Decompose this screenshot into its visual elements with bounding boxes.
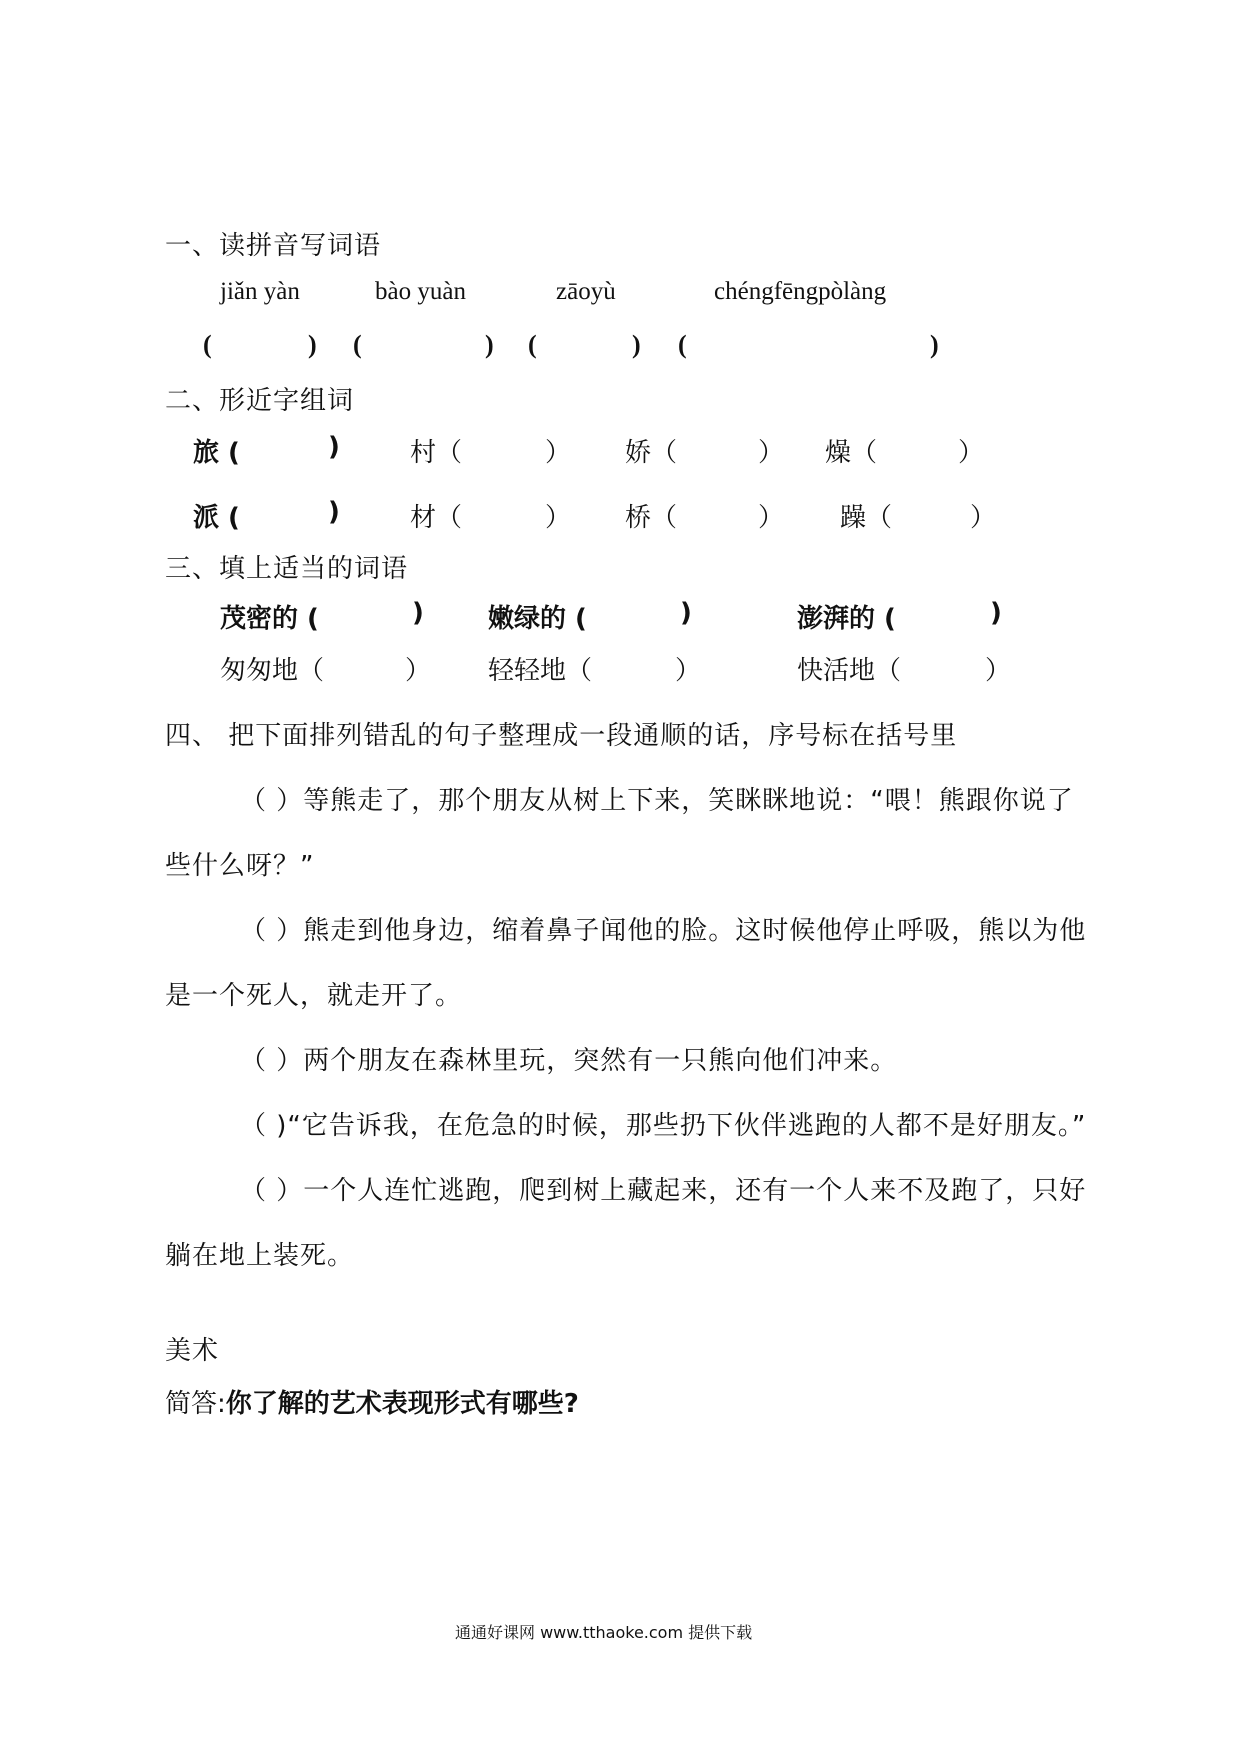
sentence-line-5[interactable]: （ ）两个朋友在森林里玩，突然有一只熊向他们冲来。 bbox=[240, 1046, 898, 1076]
char-item-zao-close: ） bbox=[958, 438, 985, 468]
phrase-nenlv-close: ) bbox=[680, 598, 692, 628]
section2-heading: 二、形近字组词 bbox=[165, 386, 355, 416]
answer-blank-open-1[interactable]: ( bbox=[203, 330, 212, 359]
sentence-line-2: 些什么呀？” bbox=[165, 851, 315, 881]
art-question: 你了解的艺术表现形式有哪些? bbox=[225, 1389, 579, 1419]
answer-blank-close-1[interactable]: ) bbox=[308, 330, 317, 359]
phrase-congcong[interactable]: 匆匆地（ bbox=[220, 656, 325, 686]
pinyin-1: jiǎn yàn bbox=[220, 278, 300, 305]
char-item-pai-close: ) bbox=[328, 497, 340, 527]
phrase-nenlv[interactable]: 嫩绿的 ( bbox=[488, 604, 587, 634]
sentence-line-1[interactable]: （ ）等熊走了，那个朋友从树上下来，笑眯眯地说：“喂！熊跟你说了 bbox=[240, 786, 1074, 816]
section1-heading: 一、读拼音写词语 bbox=[165, 231, 382, 261]
char-item-cun[interactable]: 村（ bbox=[410, 438, 463, 468]
char-item-jiao[interactable]: 娇（ bbox=[625, 438, 678, 468]
phrase-kuaihuo[interactable]: 快活地（ bbox=[797, 656, 902, 686]
char-item-zao2-close: ） bbox=[970, 503, 997, 533]
sentence-line-6[interactable]: （ )“它告诉我，在危急的时候，那些扔下伙伴逃跑的人都不是好朋友。” bbox=[240, 1111, 1087, 1141]
pinyin-3: zāoyù bbox=[556, 278, 616, 305]
footer-text: 通通好课网 www.tthaoke.com 提供下载 bbox=[455, 1623, 753, 1642]
char-item-cai[interactable]: 材（ bbox=[410, 503, 463, 533]
answer-blank-open-2[interactable]: ( bbox=[353, 330, 362, 359]
section4-heading: 四、 把下面排列错乱的句子整理成一段通顺的话，序号标在括号里 bbox=[165, 721, 958, 751]
phrase-qingqing-close: ） bbox=[675, 656, 702, 686]
phrase-pengpai[interactable]: 澎湃的 ( bbox=[797, 604, 896, 634]
char-item-zao[interactable]: 燥（ bbox=[825, 438, 878, 468]
answer-blank-close-3[interactable]: ) bbox=[632, 330, 641, 359]
sentence-line-3[interactable]: （ ）熊走到他身边，缩着鼻子闻他的脸。这时候他停止呼吸，熊以为他 bbox=[240, 916, 1087, 946]
phrase-maomi-close: ) bbox=[412, 598, 424, 628]
answer-blank-close-4[interactable]: ) bbox=[930, 330, 939, 359]
question-prefix: 简答: bbox=[165, 1389, 226, 1419]
sentence-line-4: 是一个死人，就走开了。 bbox=[165, 981, 463, 1011]
phrase-qingqing[interactable]: 轻轻地（ bbox=[488, 656, 593, 686]
phrase-maomi[interactable]: 茂密的 ( bbox=[220, 604, 319, 634]
pinyin-2: bào yuàn bbox=[375, 278, 466, 305]
phrase-kuaihuo-close: ） bbox=[985, 656, 1012, 686]
char-item-lv-close: ) bbox=[328, 432, 340, 462]
char-item-cai-close: ） bbox=[545, 503, 572, 533]
char-item-pai[interactable]: 派 ( bbox=[193, 503, 240, 533]
answer-blank-close-2[interactable]: ) bbox=[485, 330, 494, 359]
char-item-cun-close: ） bbox=[545, 438, 572, 468]
char-item-qiao[interactable]: 桥（ bbox=[625, 503, 678, 533]
phrase-pengpai-close: ) bbox=[990, 598, 1002, 628]
char-item-lv[interactable]: 旅 ( bbox=[193, 438, 240, 468]
char-item-jiao-close: ） bbox=[758, 438, 785, 468]
answer-blank-open-3[interactable]: ( bbox=[528, 330, 537, 359]
char-item-zao2[interactable]: 躁（ bbox=[840, 503, 893, 533]
char-item-qiao-close: ） bbox=[758, 503, 785, 533]
pinyin-4: chéngfēngpòlàng bbox=[714, 278, 887, 305]
answer-blank-open-4[interactable]: ( bbox=[678, 330, 687, 359]
phrase-congcong-close: ） bbox=[405, 656, 432, 686]
section3-heading: 三、填上适当的词语 bbox=[165, 554, 409, 584]
art-title: 美术 bbox=[165, 1336, 220, 1366]
sentence-line-7[interactable]: （ ）一个人连忙逃跑，爬到树上藏起来，还有一个人来不及跑了，只好 bbox=[240, 1176, 1087, 1206]
sentence-line-8: 躺在地上装死。 bbox=[165, 1241, 355, 1271]
